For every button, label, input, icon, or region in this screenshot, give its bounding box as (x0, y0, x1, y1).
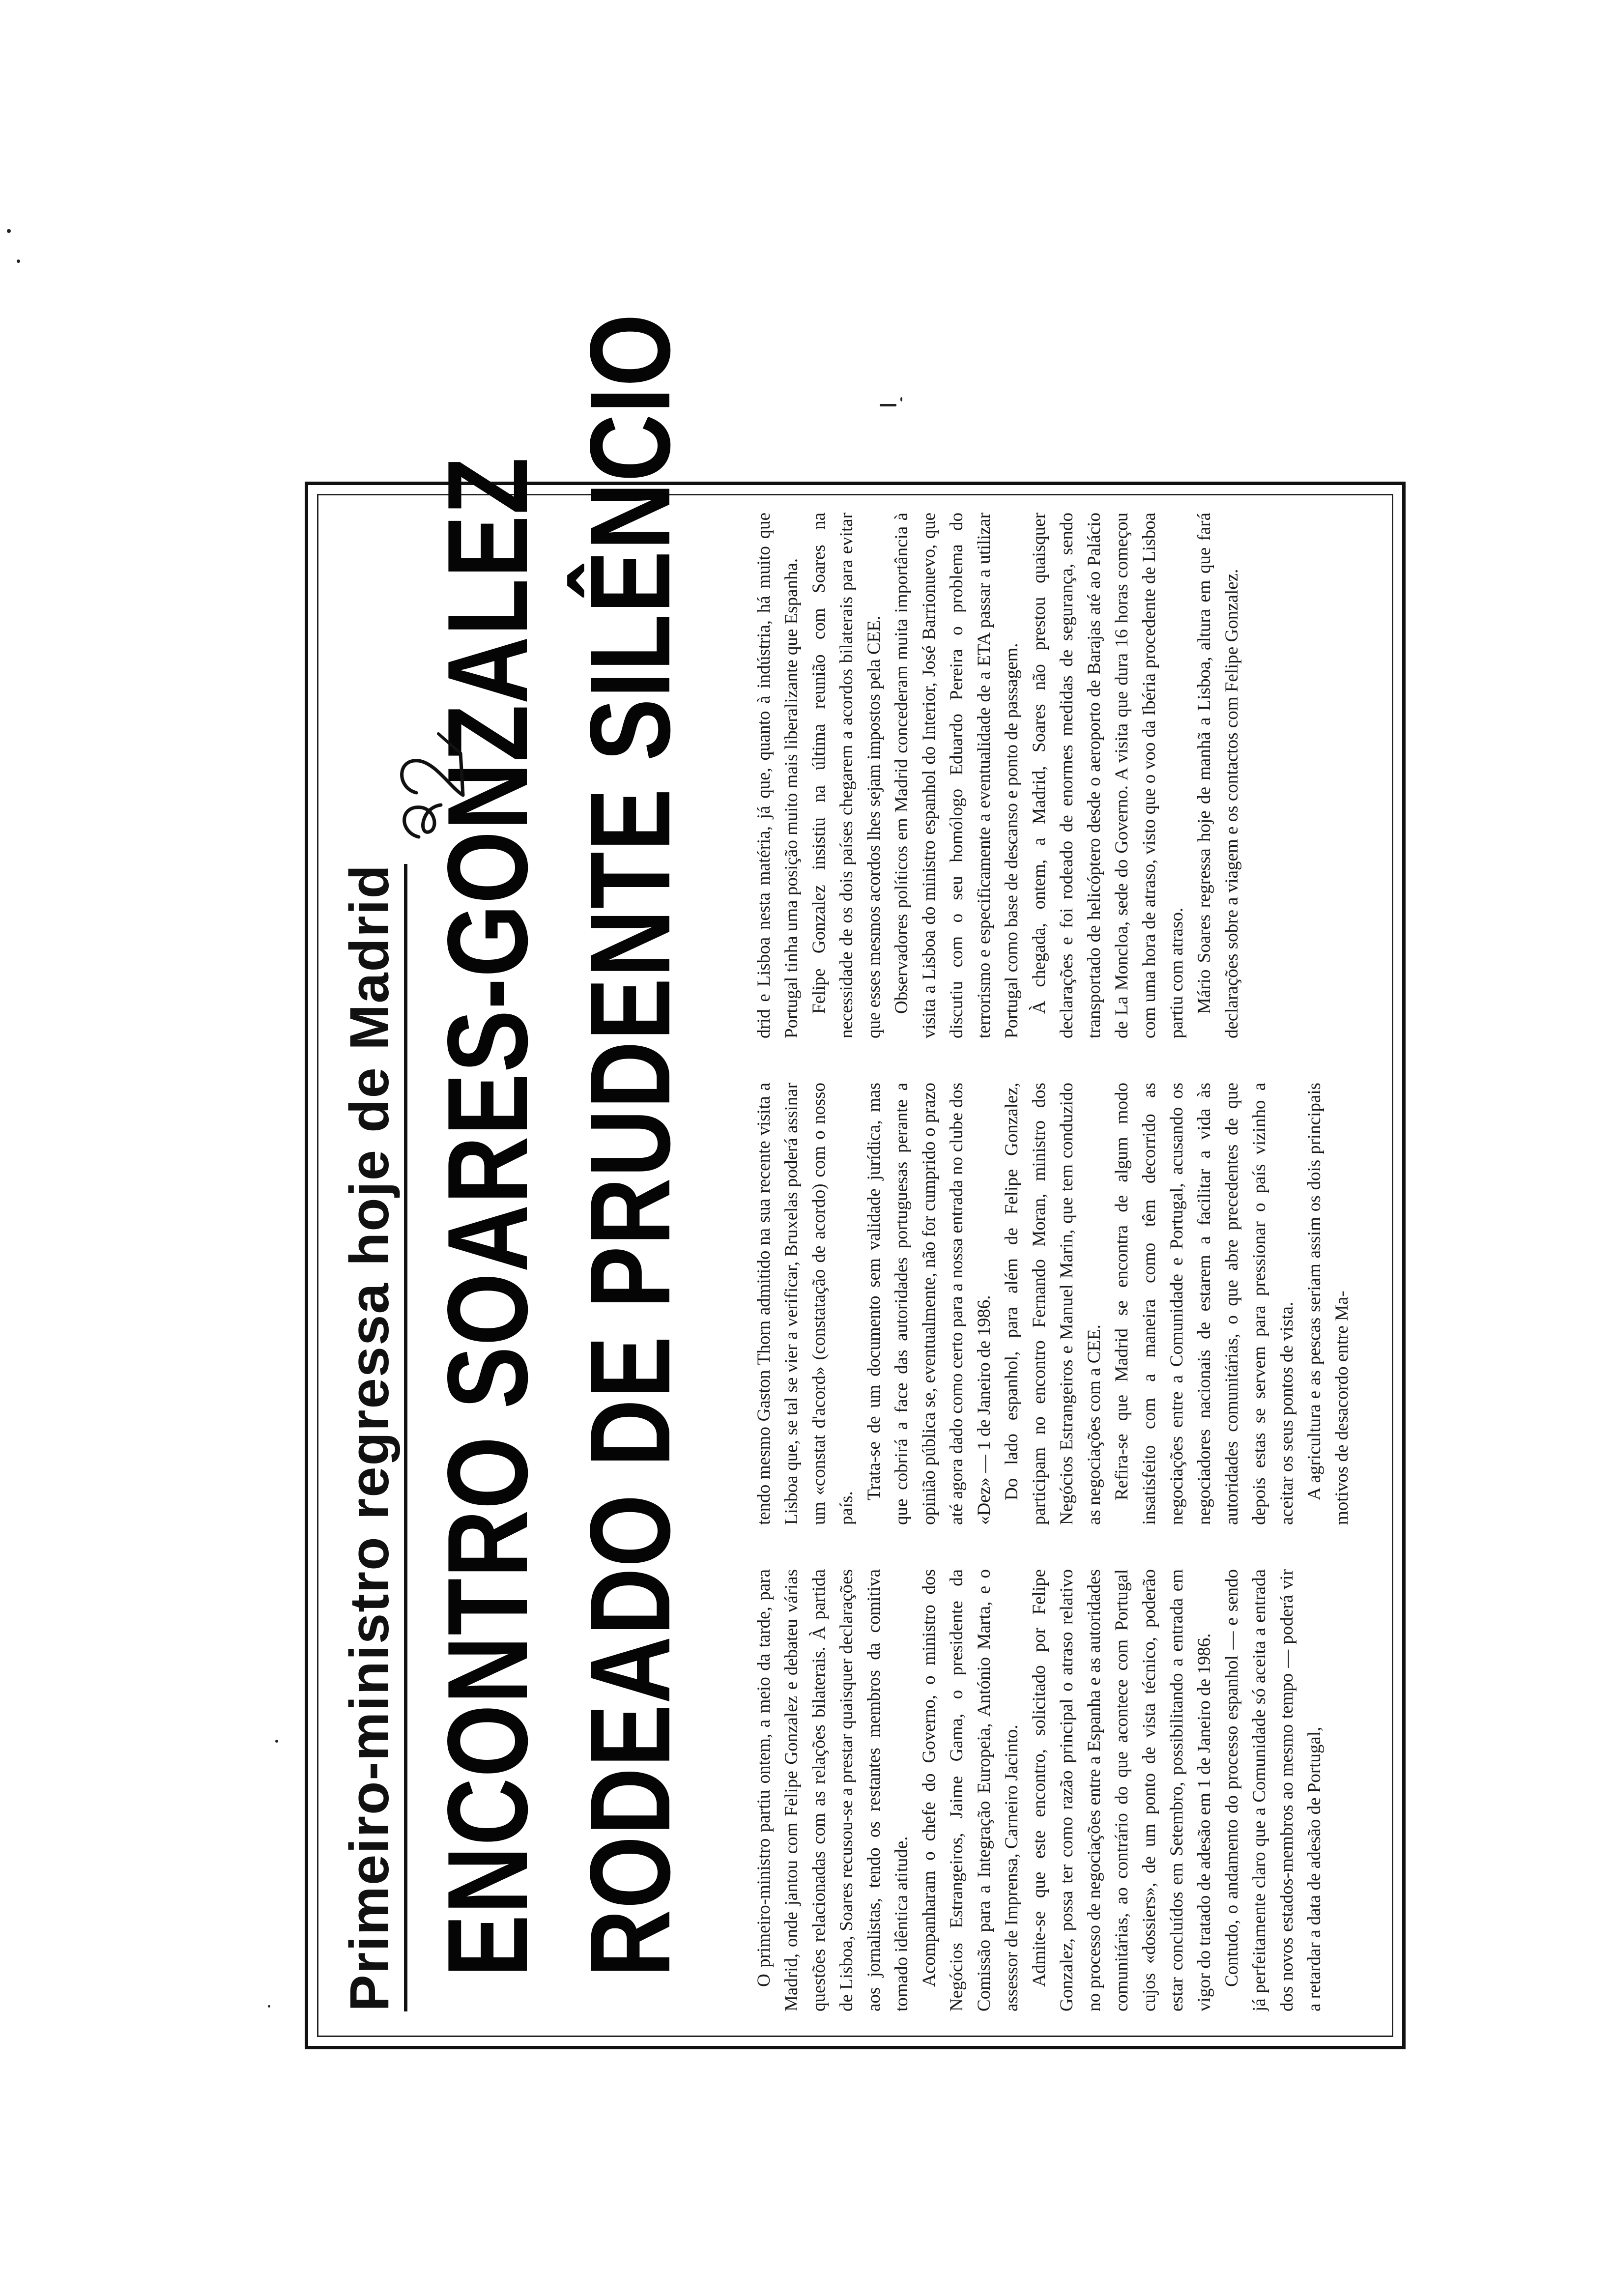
paragraph: Observadores políticos em Madrid concederam muita importância à visita a Lisboa do ministro espanhol do Interior, José Barrionuevo, que discutiu com o seu homólogo Eduardo Pereira o problema do terrorismo e especificamente a eventualidade de a ETA passar a utilizar Portugal como base de descanso e ponto de passagem. (892, 513, 1022, 1038)
paragraph: Admite-se que este encontro, solicitado por Felipe Gonzalez, possa ter como razão principal o atraso relativo no processo de negociações entre a Espanha e as autoridades comunitárias, ao contrário do que acontece com Portugal cujos «dossiers», de um ponto de vista técnico, poderão estar concluídos em Setembro, possibilitando a entrada em vigor do tratado de adesão em 1 de Janeiro de 1986. (1029, 1569, 1214, 2011)
handwritten-annotation-82 (392, 729, 475, 852)
paragraph: Refira-se que Madrid se encontra de algum modo insatisfeito com a maneira como têm decorrido as negociações entre a Comunidade e Portugal, acusando os negociadores nacionais de estarem a facilitar a vida às autoridades comunitárias, o que abre precedentes de que depois estas se servem para pressionar o país vizinho a aceitar os seus pontos de vista. (1112, 1083, 1297, 1525)
article-column-1 (750, 1569, 1380, 2011)
paragraph: À chegada, ontem, a Madrid, Soares não prestou quaisquer declarações e foi rodeado de enormes medidas de segurança, sendo transportado de helicóptero desde o aeroporto de Barajas até ao Palácio de La Moncloa, sede do Governo. A visita que dura 16 horas começou com uma hora de atraso, visto que o voo da Ibéria procedente de Lisboa partiu com atraso. (1029, 513, 1187, 1038)
paragraph: tendo mesmo Gaston Thorn admitido na sua recente visita a Lisboa que, se tal se vier a verificar, Bruxelas poderá assinar um «constat d'acord» (constatação de acordo) com o nosso país. (754, 1083, 857, 1525)
paragraph: Trata-se de um documento sem validade jurídica, mas que cobrirá a face das autoridades portuguesas perante a opinião pública se, eventualmente, não for cumprido o prazo até agora dado como certo para a nossa entrada no clube dos «Dez» — 1 de Janeiro de 1986. (864, 1083, 994, 1525)
headline-line-1: ENCONTRO SOARES-GONZALEZ (424, 457, 551, 1977)
paragraph: Contudo, o andamento do processo espanhol — e sendo já perfeitamente claro que a Comunidade só aceita a entrada dos novos estados-membros ao mesmo tempo — poderá vir a retardar a data de adesão de Portugal, (1222, 1569, 1324, 2011)
clipping-frame (305, 313, 1406, 2049)
article-kicker: Primeiro-ministro regressa hoje de Madrid (338, 864, 407, 2011)
headline-line-2: RODEADO DE PRUDENTE SILÊNCIO (567, 313, 694, 1977)
paragraph: O primeiro-ministro partiu ontem, a meio da tarde, para Madrid, onde jantou com Felipe Gonzalez e debateu várias questões relacionadas com as relações bilaterais. À partida de Lisboa, Soares recusou-se a prestar quaisquer declarações aos jornalistas, tendo os restantes membros da comitiva tomado idêntica atitude. (754, 1569, 912, 2011)
article-column-3 (750, 513, 1380, 1038)
paragraph: Do lado espanhol, para além de Felipe Gonzalez, participam no encontro Fernando Moran, ministro dos Negócios Estrangeiros e Manuel Marin, que tem conduzido as negociações com a CEE. (1002, 1083, 1104, 1525)
paragraph: drid e Lisboa nesta matéria, já que, quanto à indústria, há muito que Portugal tinha uma posição muito mais liberalizante que Espanha. (754, 513, 802, 1038)
newspaper-clipping (305, 313, 1406, 2049)
paragraph: Acompanharam o chefe do Governo, o ministro dos Negócios Estrangeiros, Jaime Gama, o presidente da Comissão para a Integração Europeia, António Marta, e o assessor de Imprensa, Carneiro Jacinto. (919, 1569, 1022, 2011)
paragraph: Mário Soares regressa hoje de manhã a Lisboa, altura em que fará declarações sobre a viagem e os contactos com Felipe Gonzalez. (1194, 513, 1242, 1038)
article-column-2 (750, 1083, 1380, 1525)
paragraph: A agricultura e as pescas seriam assim os dois principais motivos de desacordo entre Ma- (1304, 1083, 1352, 1525)
paragraph: Felipe Gonzalez insistiu na última reunião com Soares na necessidade de os dois países chegarem a acordos bilaterais para evitar que esses mesmos acordos lhes sejam impostos pela CEE. (809, 513, 884, 1038)
